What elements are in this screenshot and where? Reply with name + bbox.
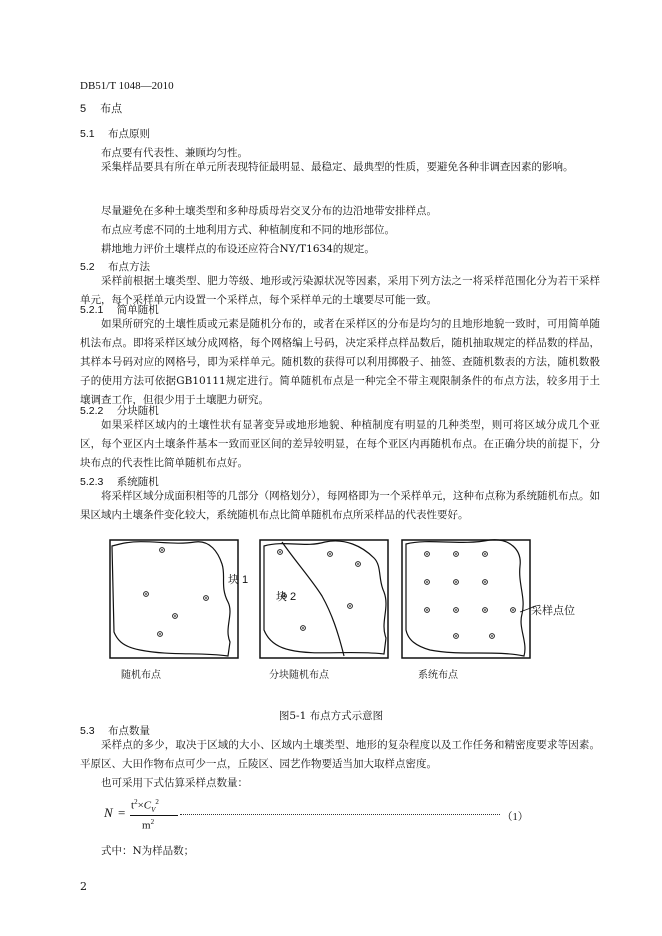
formula-t-exponent: 2: [134, 798, 138, 806]
sample-point: [490, 634, 495, 639]
formula-times: ×: [137, 799, 144, 812]
paragraph: 布点应考虑不同的土地利用方式、种植制度和不同的地形部位。: [101, 224, 395, 236]
sample-point: [454, 580, 459, 585]
paragraph: 尽量避免在多种土壤类型和多种母质母岩交叉分布的边沿地带安排样点。: [101, 205, 437, 217]
page-number: 2: [80, 880, 87, 893]
section-number: 5.2.3: [80, 476, 104, 488]
sample-point: [173, 614, 178, 619]
sample-point: [425, 580, 430, 585]
section-title: 布点方法: [107, 261, 150, 273]
section-number: 5: [80, 103, 87, 115]
sample-point: [204, 596, 209, 601]
sample-point: [425, 552, 430, 557]
paragraph: 采样前根据土壤类型、肥力等级、地形或污染源状况等因素，采用下列方法之一将采样范围化分为若干采样单元，每个采样单元内设置一个采样点，每个采样单元的土壤要尽可能一致。: [80, 275, 600, 306]
sample-point: [483, 552, 488, 557]
formula-denominator: [142, 818, 154, 832]
section-title: 布点原则: [107, 128, 150, 140]
sample-point: [454, 608, 459, 613]
random-layout-panel: [110, 540, 238, 658]
formula-number: （1）: [502, 812, 529, 823]
section-title: 布点: [100, 102, 123, 115]
formula-m-exponent: 2: [150, 818, 155, 826]
formula-m: m: [142, 819, 151, 832]
formula-leader-dots: [180, 814, 500, 815]
sample-point: [144, 592, 149, 597]
sample-point: [278, 550, 283, 555]
sample-point: [348, 604, 353, 609]
sample-point: [483, 608, 488, 613]
formula-t: t: [131, 799, 135, 812]
formula-cv-subscript: V: [151, 805, 156, 814]
paragraph: 如果采样区域内的土壤性状有显著变异或地形地貌、种植制度有明显的几种类型，则可将区域分成几个亚区，每个亚区内土壤条件基本一致而亚区间的差异较明显，在每个亚区内再随机布点。在正确分块的前提下，分块布点的代表性比简单随机布点好。: [80, 419, 600, 469]
sample-point: [454, 634, 459, 639]
fraction-bar: [130, 815, 178, 816]
sample-point: [356, 562, 361, 567]
section-title: 布点数量: [107, 725, 150, 737]
sample-point: [328, 552, 333, 557]
sample-point: [511, 608, 516, 613]
systematic-layout-label: 系统布点: [418, 670, 458, 681]
formula-equals: =: [118, 805, 126, 820]
random-layout-label: 随机布点: [121, 670, 161, 681]
paragraph: 将采样区域分成面积相等的几部分（网格划分），每网格即为一个采样单元，这种布点称为系统随机布点。如果区域内土壤条件变化较大，系统随机布点比简单随机布点所采样品的代表性要好。: [80, 490, 600, 521]
systematic-layout-panel: [402, 540, 530, 658]
formula-numerator: [131, 798, 159, 814]
block-2-label: 块 2: [276, 591, 297, 603]
sample-point: [158, 632, 163, 637]
formula-cv-exponent: 2: [155, 798, 159, 806]
sample-point: [160, 548, 165, 553]
paragraph: 布点要有代表性、兼顾均匀性。: [101, 147, 248, 159]
paragraph: 也可采用下式估算采样点数量：: [101, 777, 248, 789]
section-number: 5.2.2: [80, 405, 104, 417]
sample-point: [483, 580, 488, 585]
paragraph: 耕地地力评价土壤样点的布设还应符合NY/T1634的规定。: [101, 243, 375, 255]
section-5-1-heading: [80, 126, 150, 141]
section-number: 5.2: [80, 261, 95, 273]
section-number: 5.1: [80, 128, 95, 140]
paragraph: 如果所研究的土壤性质或元素是随机分布的，或者在采样区的分布是均匀的且地形地貌一致时，可用简单随机法布点。即将采样区域分成网格，每个网格编上号码，决定采样点样品数后，随机抽取规定的样品数的样品，其样本号码对应的网格号，即为采样单元。随机数的获得可以利用掷骰子、抽签、查随机数表的方法，随机数骰子的使用方法可依据GB10111规定进行。简单随机布点是一种完全不带主观限制条件的布点方法，较多用于土壤调查工作，但很少用于土壤肥力研究。: [80, 318, 600, 406]
section-number: 5.3: [80, 725, 95, 737]
block-1-label: 块 1: [228, 574, 249, 586]
paragraph: 采集样品要具有所在单元所表现特征最明显、最稳定、最典型的性质，要避免各种非调查因素的影响。: [101, 161, 574, 173]
figure-caption: 图5-1 布点方式示意图: [278, 710, 384, 722]
sample-point-legend: 采样点位: [531, 605, 575, 617]
section-title: 简单随机: [116, 304, 159, 316]
section-5-heading: [80, 100, 122, 116]
sample-point: [425, 608, 430, 613]
paragraph: 采样点的多少，取决于区域的大小、区域内土壤类型、地形的复杂程度以及工作任务和精密度要求等因素。平原区、大田作物布点可少一点，丘陵区、园艺作物要适当加大取样点密度。: [80, 739, 600, 770]
document-code: DB51/T 1048—2010: [80, 80, 174, 92]
sample-point: [454, 552, 459, 557]
sample-point: [301, 626, 306, 631]
section-title: 分块随机: [116, 405, 159, 417]
sampling-layout-figure: [100, 532, 580, 682]
formula-lhs: N: [104, 805, 113, 820]
section-number: 5.2.1: [80, 304, 104, 316]
paragraph: 式中：N为样品数；: [101, 845, 195, 857]
section-title: 系统随机: [116, 476, 159, 488]
formula-c: C: [143, 799, 152, 812]
block-layout-label: 分块随机布点: [269, 670, 329, 681]
